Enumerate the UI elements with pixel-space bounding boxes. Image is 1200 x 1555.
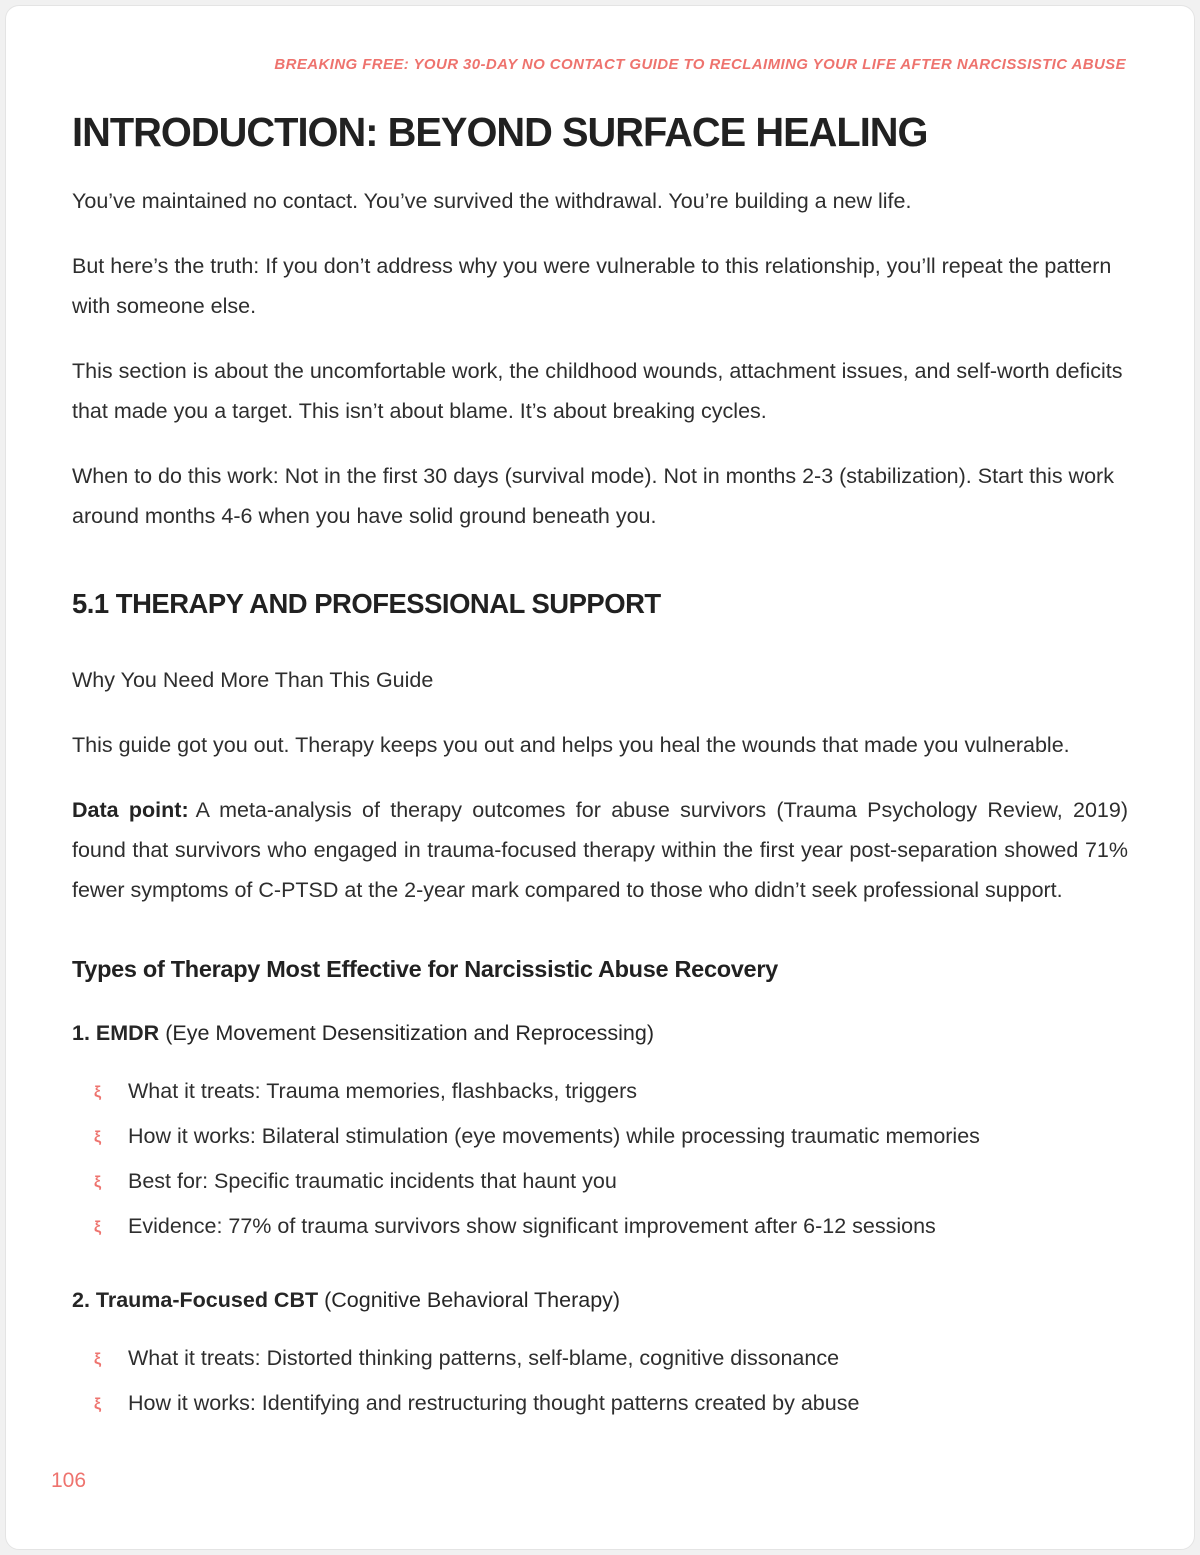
section-paragraph: This guide got you out. Therapy keeps you out and helps you heal the wounds that made you vulnerable.: [72, 733, 1070, 758]
list-item: [94, 1070, 1128, 1115]
ebook-page: [5, 5, 1195, 1550]
section-heading-therapy-support: 5.1 THERAPY AND PROFESSIONAL SUPPORT: [72, 588, 661, 620]
squiggle-bullet-icon: ξ: [94, 1219, 102, 1237]
list-item: [94, 1205, 1128, 1250]
squiggle-bullet-icon: ξ: [94, 1084, 102, 1102]
intro-paragraph: But here’s the truth: If you don’t address why you were vulnerable to this relationship, you’ll repeat the pattern with someone else.: [72, 254, 1112, 319]
list-item: [94, 1115, 1128, 1160]
intro-paragraph: This section is about the uncomfortable work, the childhood wounds, attachment issues, and self-worth deficits that made you a target. This isn’t about blame. It’s about breaking cycles.: [72, 359, 1123, 424]
page-number: 106: [51, 1469, 87, 1492]
therapy-number-label: 1. EMDR: [72, 1021, 160, 1046]
therapy-bullet-list: [72, 1337, 1128, 1427]
list-item-text: Best for: Specific traumatic incidents that haunt you: [128, 1169, 617, 1194]
types-of-therapy-heading: Types of Therapy Most Effective for Narcissistic Abuse Recovery: [72, 956, 778, 983]
therapy-detail: (Cognitive Behavioral Therapy): [324, 1288, 621, 1313]
squiggle-bullet-icon: ξ: [94, 1351, 102, 1369]
page-content: [6, 6, 1194, 1427]
therapy-bullet-list: [72, 1070, 1128, 1250]
page-title: INTRODUCTION: BEYOND SURFACE HEALING: [72, 109, 928, 155]
therapy-detail: (Eye Movement Desensitization and Reprocessing): [165, 1021, 654, 1046]
data-point-label: Data point:: [72, 798, 189, 823]
intro-paragraph: You’ve maintained no contact. You’ve survived the withdrawal. You’re building a new life.: [72, 189, 912, 214]
list-item: [94, 1160, 1128, 1205]
squiggle-bullet-icon: ξ: [94, 1174, 102, 1192]
list-item-text: How it works: Bilateral stimulation (eye movements) while processing traumatic memories: [128, 1124, 980, 1149]
list-item-text: Evidence: 77% of trauma survivors show significant improvement after 6-12 sessions: [128, 1214, 936, 1239]
list-item-text: What it treats: Trauma memories, flashbacks, triggers: [128, 1079, 637, 1104]
therapy-item-heading-cbt: [72, 1288, 1128, 1313]
therapy-number-label: 2. Trauma-Focused CBT: [72, 1288, 319, 1313]
squiggle-bullet-icon: ξ: [94, 1129, 102, 1147]
data-point-paragraph: [72, 790, 1128, 910]
data-point-text: A meta-analysis of therapy outcomes for abuse survivors (Trauma Psychology Review, 2019) found that survivors who engaged in trauma-focused therapy within the first year post-separation showed 71% fewer symptoms of C-PTSD at the 2-year mark compared to those who didn’t seek professional support.: [72, 798, 1128, 903]
list-item-text: How it works: Identifying and restructuring thought patterns created by abuse: [128, 1391, 860, 1416]
running-header-title: BREAKING FREE: YOUR 30-DAY NO CONTACT GUIDE TO RECLAIMING YOUR LIFE AFTER NARCISSISTIC ABUSE: [274, 56, 1126, 73]
list-item: [94, 1337, 1128, 1382]
intro-paragraph: When to do this work: Not in the first 30 days (survival mode). Not in months 2-3 (stabilization). Start this work around months 4-6 when you have solid ground beneath you.: [72, 464, 1114, 529]
list-item-text: What it treats: Distorted thinking patterns, self-blame, cognitive dissonance: [128, 1346, 840, 1371]
squiggle-bullet-icon: ξ: [94, 1396, 102, 1414]
therapy-item-heading-emdr: [72, 1021, 1128, 1046]
list-item: [94, 1382, 1128, 1427]
section-subheading: Why You Need More Than This Guide: [72, 668, 434, 693]
